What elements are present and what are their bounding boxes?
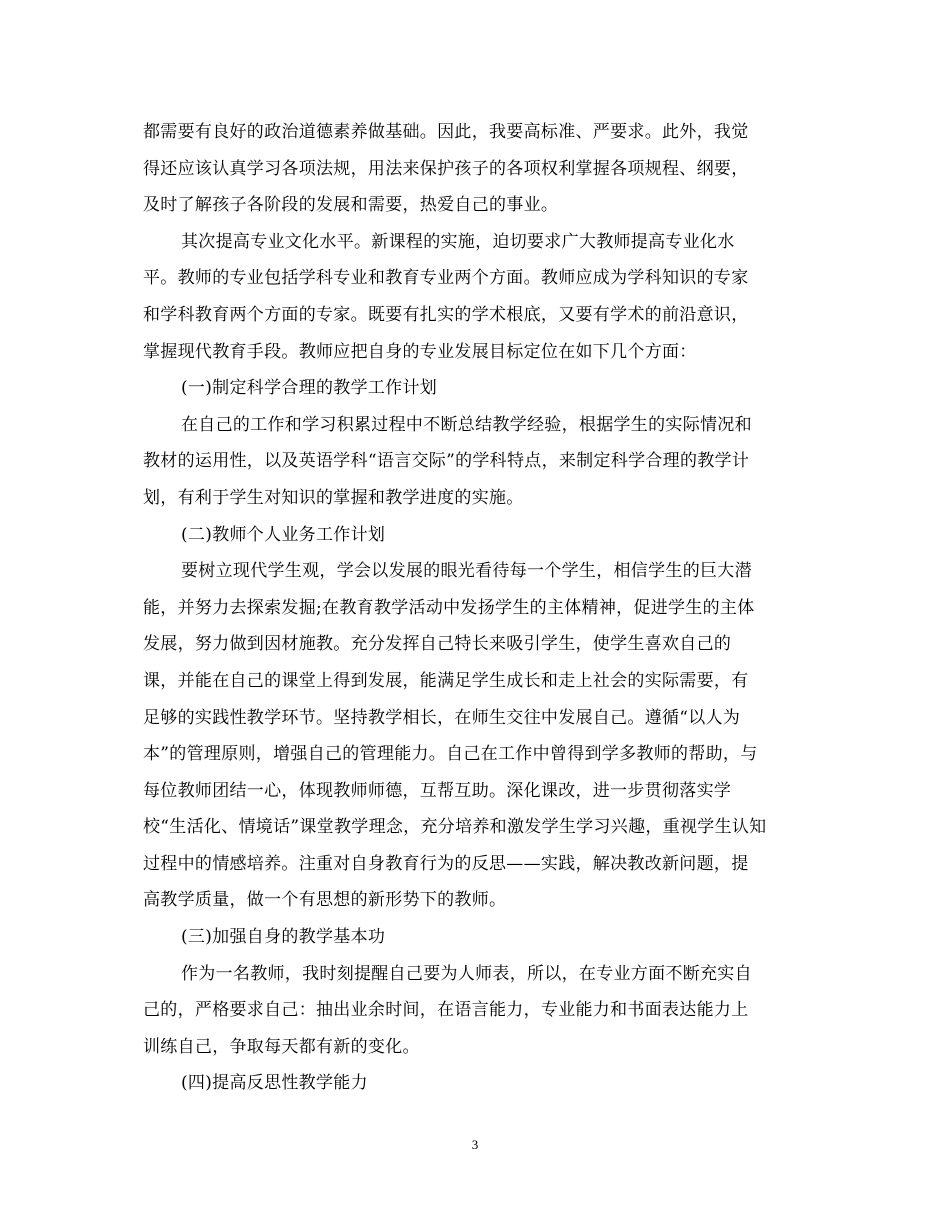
text-line: 在自己的工作和学习积累过程中不断总结教学经验，根据学生的实际情况和	[181, 414, 752, 435]
text-line: 教材的运用性，以及英语学科“语言交际”的学科特点，来制定科学合理的教学计	[143, 451, 750, 472]
text-line: 足够的实践性教学环节。坚持教学相长，在师生交往中发展自己。遵循“以人为	[143, 707, 741, 728]
text-line: 都需要有良好的政治道德素养做基础。因此，我要高标准、严要求。此外，我觉	[143, 122, 749, 142]
text-line: 和学科教育两个方面的专家。既要有扎实的学术根底，又要有学术的前沿意识，	[143, 304, 749, 325]
text-line: 校“生活化、情境话”课堂教学理念，充分培养和激发学生学习兴趣，重视学生认知	[143, 817, 767, 838]
text-line: 发展，努力做到因材施教。充分发挥自己特长来吸引学生，使学生喜欢自己的	[143, 634, 732, 655]
text-line: 平。教师的专业包括学科专业和教育专业两个方面。教师应成为学科知识的专家	[143, 268, 749, 289]
text-line: 过程中的情感培养。注重对自身教育行为的反思——实践，解决教改新问题，提	[143, 853, 749, 874]
text-line: 及时了解孩子各阶段的发展和需要，热爱自己的事业。	[143, 195, 559, 216]
text-line: (二)教师个人业务工作计划	[181, 524, 386, 545]
text-line: 作为一名教师，我时刻提醒自己要为人师表，所以，在专业方面不断充实自	[181, 963, 752, 984]
text-line: 能，并努力去探索发掘;在教育教学活动中发扬学生的主体精神，促进学生的主体	[143, 597, 755, 618]
text-line: 高教学质量，做一个有思想的新形势下的教师。	[143, 890, 507, 911]
text-line: 得还应该认真学习各项法规，用法来保护孩子的各项权利掌握各项规程、纲要，	[143, 158, 749, 179]
text-line: (一)制定科学合理的教学工作计划	[181, 378, 438, 399]
document-body	[143, 114, 813, 1102]
text-line: 要树立现代学生观，学会以发展的眼光看待每一个学生，相信学生的巨大潜	[181, 561, 752, 582]
text-line: 其次提高专业文化水平。新课程的实施，迫切要求广大教师提高专业化水	[181, 231, 735, 252]
text-line: (三)加强自身的教学基本功	[181, 927, 386, 948]
text-line: 划，有利于学生对知识的掌握和教学进度的实施。	[143, 487, 524, 508]
text-line: 每位教师团结一心，体现教师师德，互帮互助。深化课改，进一步贯彻落实学	[143, 780, 732, 801]
text-line: (四)提高反思性教学能力	[181, 1073, 368, 1094]
text-line: 课，并能在自己的课堂上得到发展，能满足学生成长和走上社会的实际需要，有	[143, 670, 749, 691]
text-line: 掌握现代教育手段。教师应把自身的专业发展目标定位在如下几个方面：	[143, 341, 697, 362]
text-line: 本”的管理原则，增强自己的管理能力。自己在工作中曾得到学多教师的帮助，与	[143, 744, 758, 765]
page-number: 3	[471, 1137, 479, 1152]
text-line: 训练自己，争取每天都有新的变化。	[143, 1036, 420, 1057]
text-line: 己的，严格要求自己：抽出业余时间，在语言能力，专业能力和书面表达能力上	[143, 1000, 749, 1021]
